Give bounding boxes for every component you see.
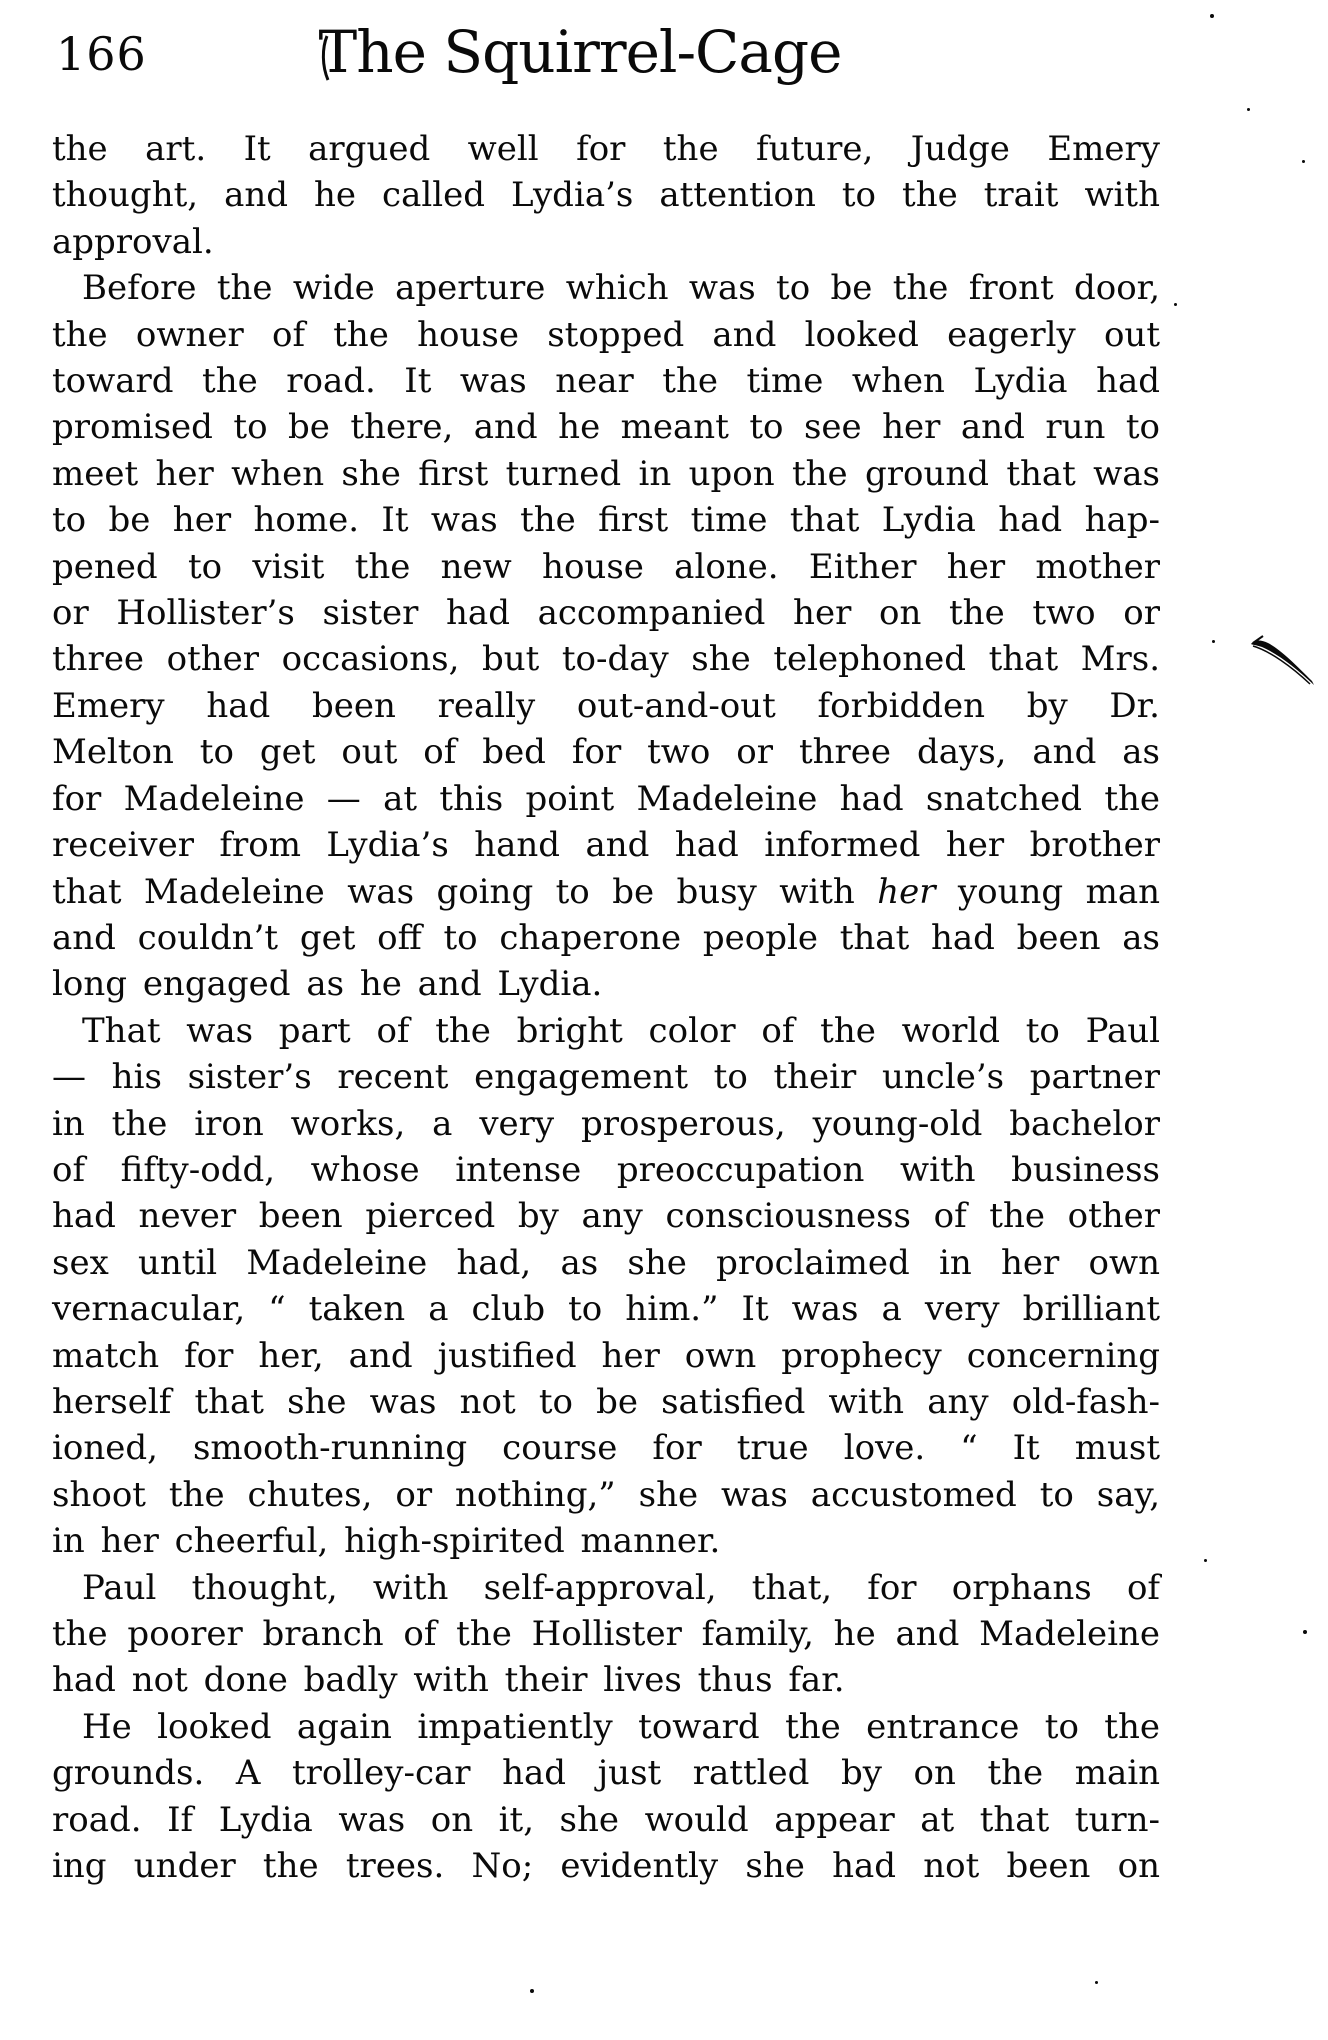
text-line — [52, 451, 1160, 497]
text-segment-italic: her — [877, 871, 936, 912]
text-segment: toward the road. It was near the time when Lydia had — [52, 361, 1160, 402]
text-segment: sex until Madeleine had, as she proclaimed in her own — [52, 1242, 1160, 1283]
text-line — [52, 1425, 1160, 1471]
scan-speck — [1303, 1630, 1307, 1634]
text-line — [52, 1379, 1160, 1425]
text-line — [52, 1843, 1160, 1889]
text-line — [52, 683, 1160, 729]
paragraph-5 — [52, 1704, 1160, 1890]
text-line — [52, 219, 1160, 265]
text-segment: in her cheerful, high-spirited manner. — [52, 1521, 721, 1562]
text-segment: herself that she was not to be satisfied with any old-fash- — [52, 1381, 1160, 1422]
text-segment: that Madeleine was going to be busy with — [52, 871, 878, 912]
text-segment: Paul thought, with self-approval, that, for orphans of — [82, 1567, 1160, 1608]
text-line — [52, 1333, 1160, 1379]
text-line — [52, 915, 1160, 961]
text-line — [52, 1101, 1160, 1147]
text-segment: grounds. A trolley-car had just rattled by on the main — [52, 1753, 1160, 1794]
text-segment: had never been pierced by any consciousness of the other — [52, 1196, 1160, 1237]
text-segment: young man — [935, 871, 1160, 912]
text-line — [52, 404, 1160, 450]
text-segment: to be her home. It was the first time that Lydia had hap- — [52, 500, 1160, 541]
text-line — [52, 1797, 1160, 1843]
page-body — [52, 126, 1160, 1889]
text-segment: approval. — [52, 221, 214, 262]
text-line — [52, 590, 1160, 636]
text-line — [52, 312, 1160, 358]
text-line — [52, 544, 1160, 590]
text-line — [52, 869, 1160, 915]
text-segment: of fifty-odd, whose intense preoccupation with business — [52, 1149, 1160, 1190]
text-segment: meet her when she first turned in upon the ground that was — [52, 453, 1160, 494]
paragraph-2 — [52, 265, 1160, 1008]
text-segment: That was part of the bright color of the world to Paul — [82, 1010, 1160, 1051]
text-line — [52, 265, 1160, 311]
text-line — [52, 1286, 1160, 1332]
text-line — [52, 1008, 1160, 1054]
scan-speck — [530, 1989, 534, 1993]
text-segment: vernacular, “ taken a club to him.” It was a very brilliant — [52, 1289, 1160, 1330]
pen-scratch-mark-icon — [1250, 634, 1316, 688]
text-segment: pened to visit the new house alone. Either her mother — [52, 546, 1160, 587]
scan-speck — [1210, 14, 1214, 18]
text-segment: and couldn’t get off to chaperone people that had been as — [52, 917, 1160, 958]
text-segment: receiver from Lydia’s hand and had informed her brother — [52, 825, 1160, 866]
text-segment: the owner of the house stopped and looked eagerly out — [52, 314, 1160, 355]
text-line — [52, 636, 1160, 682]
text-line — [52, 1147, 1160, 1193]
text-line — [52, 1193, 1160, 1239]
text-line — [52, 1611, 1160, 1657]
text-line — [52, 1054, 1160, 1100]
text-line — [52, 1565, 1160, 1611]
scan-speck — [1302, 160, 1305, 163]
text-segment: the poorer branch of the Hollister family, he and Madeleine — [52, 1614, 1160, 1654]
scan-speck — [1204, 1559, 1207, 1562]
text-segment: He looked again impatiently toward the entrance to the — [82, 1706, 1160, 1747]
text-line — [52, 172, 1160, 218]
text-line — [52, 1657, 1160, 1703]
text-segment: match for her, and justified her own prophecy concerning — [52, 1335, 1160, 1376]
text-line — [52, 729, 1160, 775]
scan-speck — [1247, 108, 1250, 111]
running-title: The Squirrel-Cage — [318, 18, 842, 86]
text-line — [52, 1518, 1160, 1564]
scan-speck — [1095, 1981, 1098, 1984]
text-segment: three other occasions, but to-day she telephoned that Mrs. — [52, 639, 1160, 680]
text-line — [52, 358, 1160, 404]
text-line — [52, 1240, 1160, 1286]
text-line — [52, 126, 1160, 172]
text-segment: ing under the trees. No; evidently she had not been on — [52, 1846, 1160, 1887]
scan-speck — [1174, 303, 1177, 306]
text-segment: — his sister’s recent engagement to their uncle’s partner — [52, 1057, 1160, 1098]
paragraph-4 — [52, 1565, 1160, 1704]
scan-speck — [1212, 640, 1215, 643]
text-segment: for Madeleine — at this point Madeleine had snatched the — [52, 778, 1160, 819]
paragraph-1 — [52, 126, 1160, 265]
text-segment: had not done badly with their lives thus far. — [52, 1660, 845, 1701]
text-segment: in the iron works, a very prosperous, young-old bachelor — [52, 1103, 1160, 1144]
paragraph-3 — [52, 1008, 1160, 1565]
text-segment: ioned, smooth-running course for true love. “ It must — [52, 1428, 1160, 1469]
text-segment: Before the wide aperture which was to be the front door, — [82, 268, 1160, 309]
text-line — [52, 1704, 1160, 1750]
page-number: 166 — [56, 27, 147, 81]
text-line — [52, 1472, 1160, 1518]
text-segment: or Hollister’s sister had accompanied her on the two or — [52, 593, 1160, 634]
text-line — [52, 1750, 1160, 1796]
text-line — [52, 776, 1160, 822]
text-segment: Melton to get out of bed for two or three days, and as — [52, 732, 1160, 773]
text-segment: thought, and he called Lydia’s attention to the trait with — [52, 175, 1160, 216]
text-segment: the art. It argued well for the future, Judge Emery — [52, 129, 1160, 169]
text-segment: long engaged as he and Lydia. — [52, 964, 603, 1005]
text-line — [52, 497, 1160, 543]
text-segment: promised to be there, and he meant to see her and run to — [52, 407, 1160, 448]
text-segment: Emery had been really out-and-out forbidden by Dr. — [52, 685, 1160, 726]
text-line — [52, 961, 1160, 1007]
text-segment: shoot the chutes, or nothing,” she was accustomed to say, — [52, 1474, 1160, 1515]
text-segment: road. If Lydia was on it, she would appear at that turn- — [52, 1799, 1160, 1840]
text-line — [52, 822, 1160, 868]
